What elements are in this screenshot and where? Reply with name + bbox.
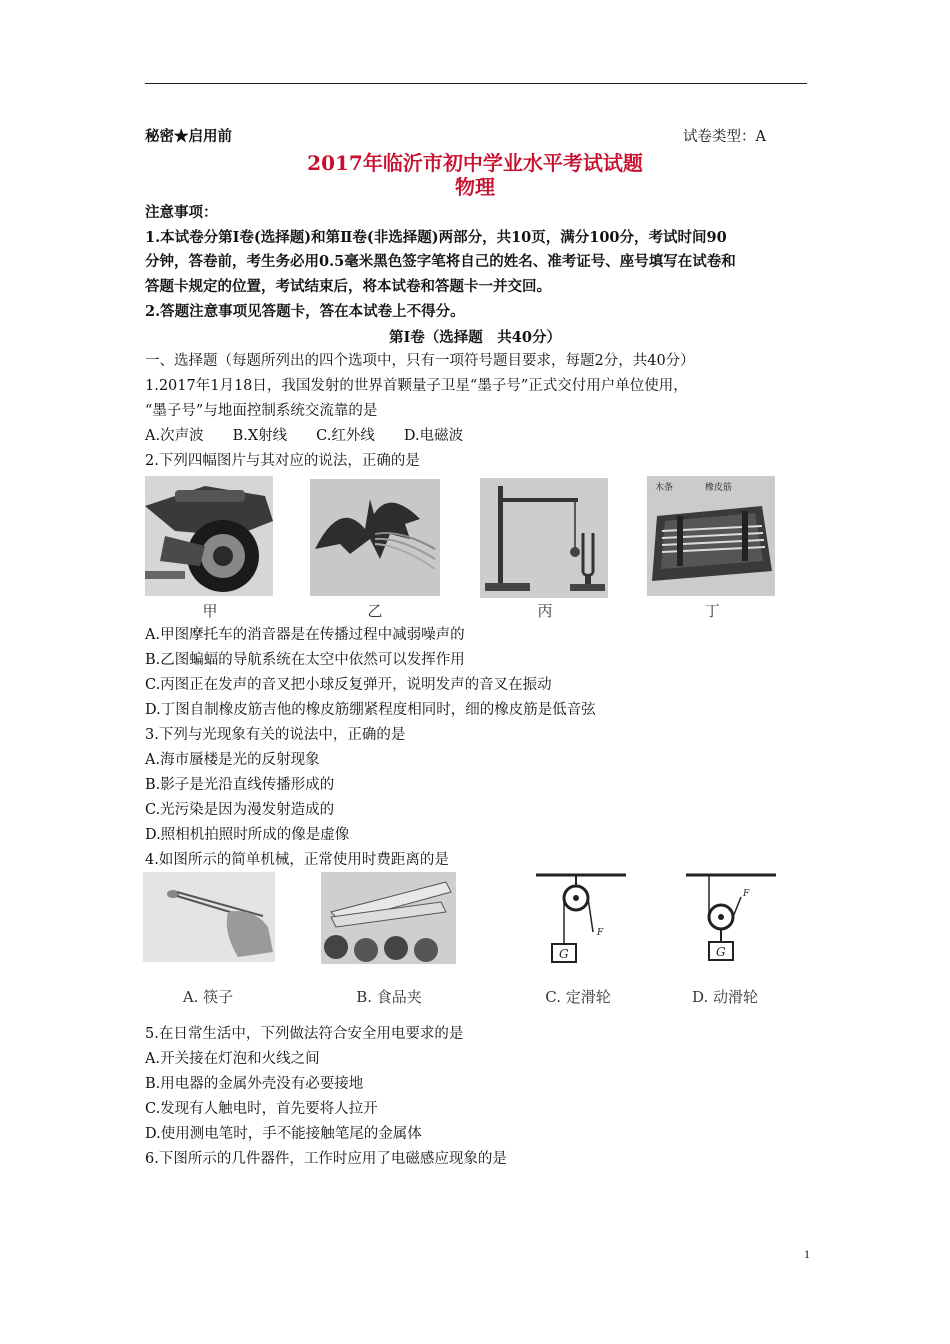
q2-caption-jia: 甲 <box>202 602 218 620</box>
bat-image <box>310 479 440 596</box>
q1-stem-line2: “墨子号”与地面控制系统交流靠的是 <box>145 403 378 419</box>
q2-caption-ding: 丁 <box>704 602 720 620</box>
q3-stem: 3.下列与光现象有关的说法中，正确的是 <box>145 727 406 743</box>
q3-option-d: D.照相机拍照时所成的像是虚像 <box>145 827 350 843</box>
notice-item1-line1: 1.本试卷分第Ⅰ卷(选择题)和第Ⅱ卷(非选择题)两部分，共10页，满分100分，考试时间90 <box>145 229 727 246</box>
box-label-band: 橡皮筋 <box>705 483 733 493</box>
q3-option-a: A.海市蜃楼是光的反射现象 <box>145 752 320 768</box>
fixed-pulley-image <box>531 872 631 967</box>
q4-caption-c: C. 定滑轮 <box>545 988 611 1006</box>
page-number: 1 <box>804 1247 810 1261</box>
paper-type-label: 试卷类型：A <box>683 129 766 145</box>
notice-heading: 注意事项： <box>145 204 218 221</box>
q2-option-c: C.丙图正在发声的音叉把小球反复弹开，说明发声的音叉在振动 <box>145 677 552 693</box>
q3-option-c: C.光污染是因为漫发射造成的 <box>145 802 335 818</box>
q2-option-b: B.乙图蝙蝠的导航系统在太空中依然可以发挥作用 <box>145 652 465 668</box>
top-rule <box>145 83 807 84</box>
q3-option-b: B.影子是光沿直线传播形成的 <box>145 777 335 793</box>
fixed-pulley-force-label: F <box>597 928 604 938</box>
q6-stem: 6.下图所示的几件器件，工作时应用了电磁感应现象的是 <box>145 1151 507 1167</box>
secret-label: 秘密★启用前 <box>145 128 232 145</box>
rubber-band-guitar-image <box>647 476 775 596</box>
notice-item2: 2.答题注意事项见答题卡，答在本试卷上不得分。 <box>145 303 465 320</box>
q5-option-b: B.用电器的金属外壳没有必要接地 <box>145 1076 364 1092</box>
motorcycle-image <box>145 476 273 596</box>
q5-option-d: D.使用测电笔时，手不能接触笔尾的金属体 <box>145 1126 422 1142</box>
q4-caption-b: B. 食品夹 <box>356 988 422 1006</box>
q1-options: A.次声波 B.X射线 C.红外线 D.电磁波 <box>145 428 464 444</box>
subject-title: 物理 <box>455 175 495 199</box>
q2-option-a: A.甲图摩托车的消音器是在传播过程中减弱噪声的 <box>145 627 465 643</box>
section-heading: 第Ⅰ卷（选择题 共40分） <box>389 329 561 346</box>
q4-figure <box>143 872 783 1012</box>
chopsticks-image <box>143 872 275 962</box>
q4-caption-a: A. 筷子 <box>182 988 234 1006</box>
movable-pulley-image <box>681 872 781 967</box>
q4-caption-d: D. 动滑轮 <box>691 988 759 1006</box>
movable-pulley-weight-label: G <box>716 945 726 959</box>
q2-figure <box>145 476 785 624</box>
q2-caption-yi: 乙 <box>367 602 383 620</box>
q2-caption-bing: 丙 <box>537 602 553 620</box>
q2-stem: 2.下列四幅图片与其对应的说法，正确的是 <box>145 453 420 469</box>
q2-option-d: D.丁图自制橡皮筋吉他的橡皮筋绷紧程度相同时，细的橡皮筋是低音弦 <box>145 702 596 718</box>
box-label-wood: 木条 <box>655 483 674 493</box>
q5-stem: 5.在日常生活中，下列做法符合安全用电要求的是 <box>145 1026 464 1042</box>
q1-stem-line1: 1.2017年1月18日，我国发射的世界首颗量子卫星“墨子号”正式交付用户单位使用， <box>145 378 688 394</box>
tuning-fork-image <box>480 478 608 598</box>
notice-item1-line3: 答题卡规定的位置，考试结束后，将本试卷和答题卡一并交回。 <box>145 278 551 295</box>
q5-option-a: A.开关接在灯泡和火线之间 <box>145 1051 320 1067</box>
q4-stem: 4.如图所示的简单机械，正常使用时费距离的是 <box>145 852 449 868</box>
notice-item1-line2: 分钟，答卷前，考生务必用0.5毫米黑色签字笔将自己的姓名、准考证号、座号填写在试卷和 <box>145 253 736 270</box>
food-tongs-image <box>321 872 456 964</box>
movable-pulley-force-label: F <box>743 889 750 899</box>
q5-option-c: C.发现有人触电时，首先要将人拉开 <box>145 1101 378 1117</box>
exam-title: 2017年临沂市初中学业水平考试试题 <box>307 151 643 175</box>
section-intro: 一、选择题（每题所列出的四个选项中，只有一项符号题目要求，每题2分，共40分） <box>145 353 695 369</box>
fixed-pulley-weight-label: G <box>559 947 569 961</box>
